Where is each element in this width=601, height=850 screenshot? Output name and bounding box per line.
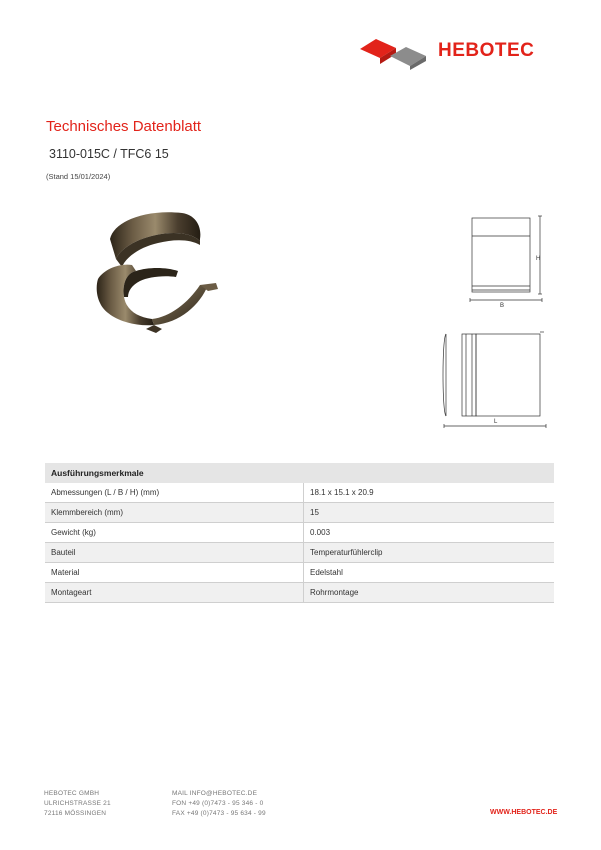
product-image — [96, 205, 220, 345]
spec-label: Klemmbereich (mm) — [45, 503, 304, 523]
spec-value: Temperaturfühlerclip — [304, 543, 555, 563]
product-number: 3110-015C / TFC6 15 — [49, 147, 169, 161]
spec-value: 0.003 — [304, 523, 555, 543]
spec-value: 15 — [304, 503, 555, 523]
spec-value: 18.1 x 15.1 x 20.9 — [304, 483, 555, 503]
table-row — [45, 583, 554, 603]
specs-header-row — [45, 463, 554, 483]
footer-fax: FAX +49 (0)7473 - 95 634 - 99 — [172, 810, 266, 817]
hebotec-logo-icon — [360, 36, 432, 70]
footer-street: ULRICHSTRASSE 21 — [44, 800, 111, 807]
footer-company: HEBOTEC GMBH — [44, 790, 100, 797]
technical-drawing-side — [440, 206, 552, 312]
footer-address — [44, 789, 111, 819]
spec-value: Rohrmontage — [304, 583, 555, 603]
table-row — [45, 483, 554, 503]
table-row — [45, 543, 554, 563]
document-title: Technisches Datenblatt — [46, 118, 202, 135]
footer-city: 72116 MÖSSINGEN — [44, 810, 107, 817]
footer-website-link[interactable]: WWW.HEBOTEC.DE — [490, 809, 558, 816]
brand-name: HEBOTEC — [438, 40, 535, 61]
spec-label: Gewicht (kg) — [45, 523, 304, 543]
spec-label: Bauteil — [45, 543, 304, 563]
stand-date: (Stand 15/01/2024) — [46, 172, 111, 181]
spec-label: Material — [45, 563, 304, 583]
table-row — [45, 503, 554, 523]
spec-label: Montageart — [45, 583, 304, 603]
footer-contact — [172, 789, 266, 819]
technical-drawing-front — [436, 328, 554, 432]
footer-mail[interactable]: MAIL INFO@HEBOTEC.DE — [172, 790, 258, 797]
specs-table — [45, 463, 554, 603]
table-row — [45, 563, 554, 583]
table-row — [45, 523, 554, 543]
specs-header: Ausführungsmerkmale — [45, 463, 554, 483]
dimension-l: L — [494, 419, 498, 425]
dimension-h: H — [536, 256, 541, 262]
dimension-b: B — [500, 303, 505, 309]
footer-fon: FON +49 (0)7473 - 95 346 - 0 — [172, 800, 264, 807]
spec-label: Abmessungen (L / B / H) (mm) — [45, 483, 304, 503]
spec-value: Edelstahl — [304, 563, 555, 583]
